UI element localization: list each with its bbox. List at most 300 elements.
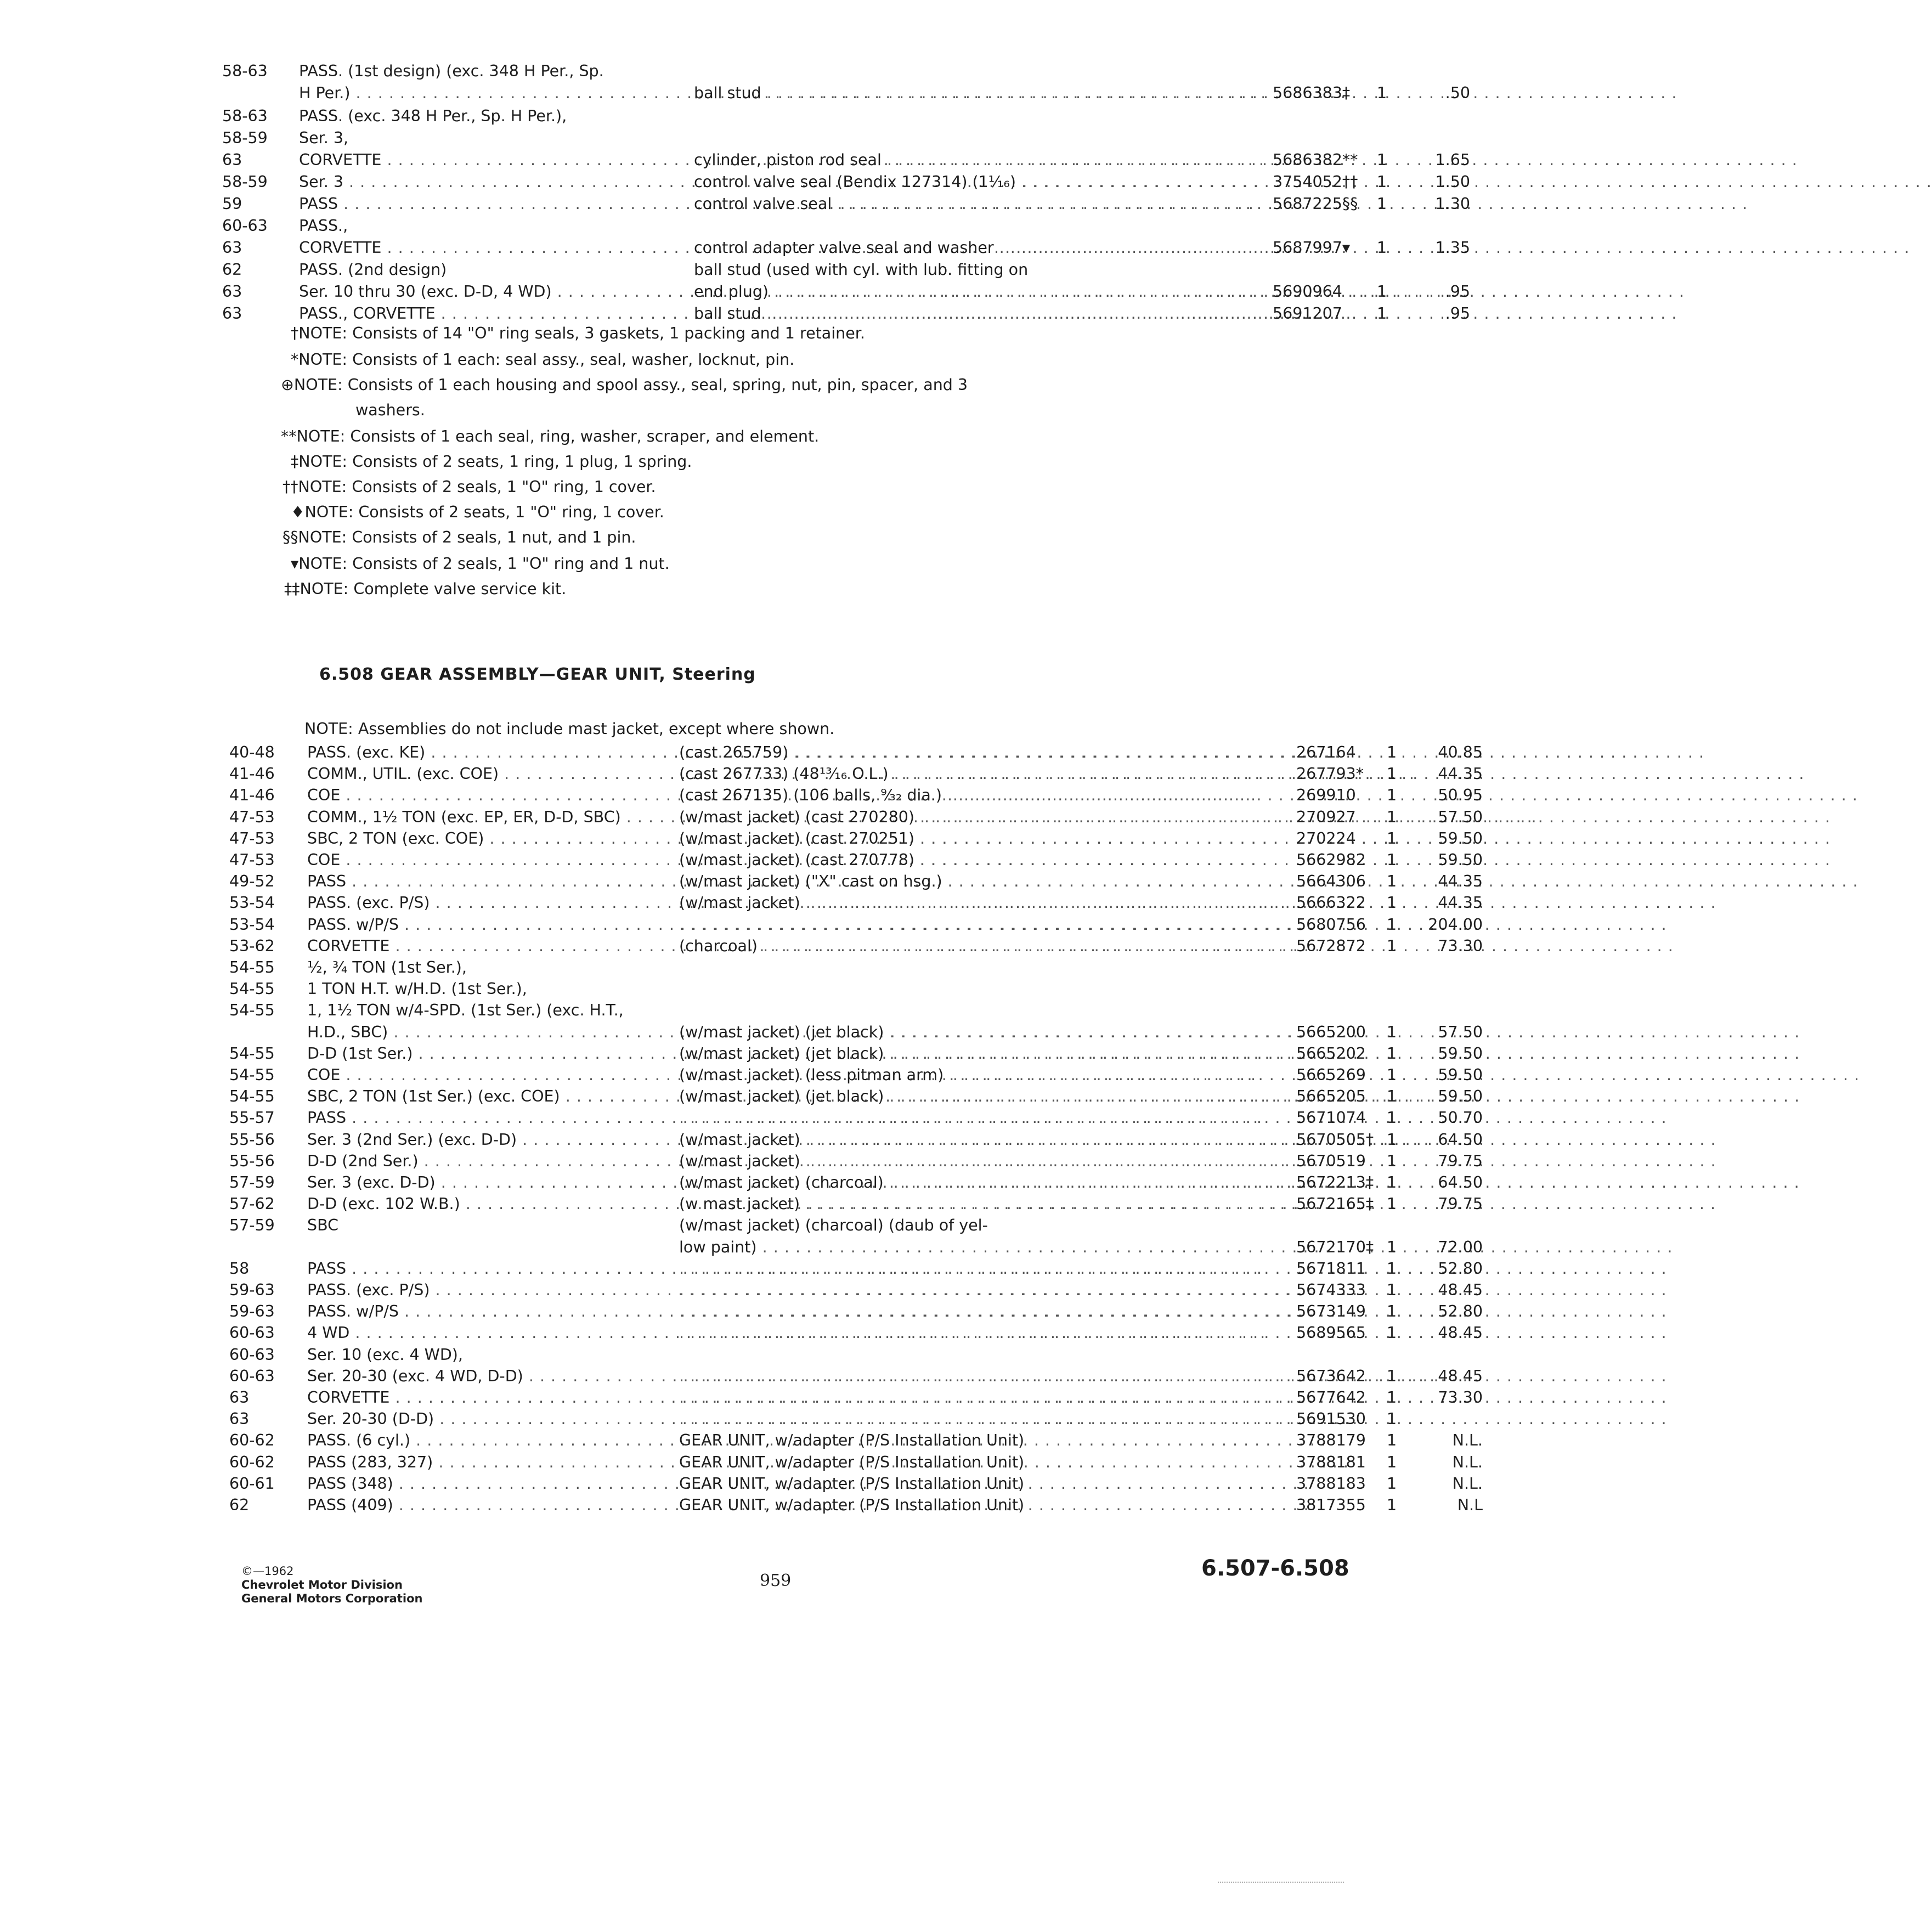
price: 48.45 <box>1438 1281 1483 1299</box>
table-row <box>222 149 1470 171</box>
price: 73.30 <box>1438 936 1483 955</box>
part-number: 5664306 <box>1296 872 1366 891</box>
table-row <box>229 1344 1392 1366</box>
part-number: 5690964 <box>1273 283 1342 301</box>
price: 1.65 <box>1435 151 1470 169</box>
part-number: 5666322 <box>1296 894 1366 912</box>
price: 59.50 <box>1438 1087 1483 1106</box>
year-range: 53-62 <box>229 936 275 955</box>
price: 44.35 <box>1438 872 1483 891</box>
application-desc: PASS . . . <box>307 1107 645 1129</box>
note-line: ‡NOTE: Consists of 2 seats, 1 ring, 1 plug, 1 spring. <box>291 453 692 471</box>
year-range: 53-54 <box>229 915 275 934</box>
part-number: 3754052†† <box>1273 173 1358 191</box>
quantity: 1 <box>1387 829 1397 848</box>
part-detail: (w mast jacket) . . . <box>679 1193 1050 1215</box>
part-number: 5687997▾ <box>1273 239 1351 257</box>
application-desc: 1, 1½ TON w/4-SPD. (1st Ser.) (exc. H.T., <box>307 1001 624 1020</box>
part-detail: (cast 267733) (48¹³⁄₁₆ O.L.) . . . <box>679 763 1050 785</box>
part-number: 5672213‡ <box>1296 1173 1374 1192</box>
part-detail: (w/mast jacket) (jet black) . . . <box>679 1043 1050 1065</box>
note-line: *NOTE: Consists of 1 each: seal assy., seal, washer, locknut, pin. <box>291 351 795 369</box>
part-number: 5673642 <box>1296 1367 1366 1385</box>
part-number: 5665200 <box>1296 1023 1366 1041</box>
application-desc: COE . . . <box>307 1064 645 1086</box>
table-row <box>229 828 1483 850</box>
application-desc: PASS . . . <box>307 871 645 893</box>
year-range: 63 <box>222 304 242 323</box>
note-line: ⊕NOTE: Consists of 1 each housing and spool assy., seal, spring, nut, pin, spacer, and 3 <box>281 376 968 394</box>
quantity: 1 <box>1387 872 1397 891</box>
year-range: 47-53 <box>229 808 275 826</box>
quantity: 1 <box>1377 283 1387 301</box>
price: 59.50 <box>1438 829 1483 848</box>
year-range: 60-63 <box>229 1345 275 1364</box>
table-row <box>229 1193 1483 1215</box>
part-detail: (w/mast jacket) . . . <box>679 892 1050 914</box>
part-number: 267793* <box>1296 765 1364 783</box>
table-row <box>229 1365 1483 1387</box>
price: 48.45 <box>1438 1324 1483 1342</box>
year-range: 41-46 <box>229 765 275 783</box>
application-desc: ½, ¾ TON (1st Ser.), <box>307 958 467 976</box>
table-row <box>229 871 1483 893</box>
price: 52.80 <box>1438 1259 1483 1278</box>
note-line: §§NOTE: Consists of 2 seals, 1 nut, and 1 pin. <box>283 528 636 546</box>
year-range: 60-62 <box>229 1431 275 1450</box>
part-number: 5691207 <box>1273 304 1342 323</box>
part-number: 3817355 <box>1296 1496 1366 1514</box>
quantity: 1 <box>1377 173 1387 191</box>
table-row <box>229 763 1483 785</box>
note-line: ††NOTE: Consists of 2 seals, 1 "O" ring, 1 cover. <box>283 478 656 496</box>
year-range: 63 <box>229 1388 250 1407</box>
year-range: 60-62 <box>229 1453 275 1471</box>
table-row <box>222 127 1385 149</box>
application-desc: D-D (1st Ser.) . . . <box>307 1043 645 1065</box>
table-row <box>229 1301 1483 1323</box>
table-row <box>229 978 1392 1000</box>
year-range: 54-55 <box>229 1044 275 1063</box>
quantity: 1 <box>1387 743 1397 761</box>
quantity: 1 <box>1387 1130 1397 1149</box>
quantity: 1 <box>1387 1066 1397 1084</box>
table-row <box>222 60 1385 82</box>
section-title: 6.508 GEAR ASSEMBLY—GEAR UNIT, Steering <box>319 665 756 684</box>
year-range: 58-59 <box>222 173 268 191</box>
quantity: 1 <box>1387 1151 1397 1170</box>
quantity: 1 <box>1387 1195 1397 1213</box>
leader-dots <box>679 914 1050 936</box>
table-row <box>222 171 1470 193</box>
leader-dots <box>679 1107 1050 1129</box>
application-desc: Ser. 3 (exc. D-D) . . . <box>307 1172 645 1194</box>
application-desc: H.D., SBC) . . . <box>307 1021 645 1043</box>
part-number: 267164 <box>1296 743 1356 761</box>
part-number: 5665269 <box>1296 1066 1366 1084</box>
quantity: 1 <box>1387 1281 1397 1299</box>
table-row <box>229 742 1483 764</box>
application-desc: D-D (2nd Ser.) . . . <box>307 1150 645 1172</box>
quantity: 1 <box>1387 1410 1397 1429</box>
application-desc: Ser. 10 (exc. 4 WD), <box>307 1345 463 1364</box>
price: 57.50 <box>1438 808 1483 826</box>
quantity: 1 <box>1387 1023 1397 1041</box>
part-number: 3788181 <box>1296 1453 1366 1471</box>
table-row <box>229 957 1392 979</box>
leader-dots <box>679 1301 1050 1323</box>
table-row <box>222 193 1470 215</box>
application-desc: PASS. (2nd design) <box>299 261 447 279</box>
application-desc: H Per.) . . . <box>299 82 631 104</box>
year-range: 49-52 <box>229 872 275 891</box>
application-desc: PASS (283, 327) . . . <box>307 1452 645 1473</box>
quantity: 1 <box>1387 1431 1397 1450</box>
part-number: 5670505† <box>1296 1130 1374 1149</box>
part-detail: (w/mast jacket) . . . <box>679 1150 1050 1172</box>
year-range: 60-63 <box>229 1367 275 1385</box>
price: 1.30 <box>1435 195 1470 213</box>
table-row <box>222 281 1470 303</box>
leader-dots <box>679 1387 1050 1409</box>
part-number: 269910 <box>1296 786 1356 805</box>
price: 44.35 <box>1438 765 1483 783</box>
part-number: 5671811 <box>1296 1259 1366 1278</box>
note-line: †NOTE: Consists of 14 "O" ring seals, 3 gaskets, 1 packing and 1 retainer. <box>291 324 865 342</box>
price: 44.35 <box>1438 894 1483 912</box>
price: 79.75 <box>1438 1195 1483 1213</box>
year-range: 57-59 <box>229 1173 275 1192</box>
quantity: 1 <box>1387 915 1397 934</box>
year-range: 54-55 <box>229 980 275 998</box>
table-row <box>229 1408 1397 1430</box>
part-number: 270224 <box>1296 829 1356 848</box>
application-desc: PASS. (6 cyl.) . . . <box>307 1430 645 1452</box>
price: 79.75 <box>1438 1151 1483 1170</box>
table-row <box>229 1430 1483 1452</box>
part-number: 5665205 <box>1296 1087 1366 1106</box>
quantity: 1 <box>1387 1453 1397 1471</box>
quantity: 1 <box>1387 936 1397 955</box>
part-number: 5672872 <box>1296 936 1366 955</box>
table-row <box>229 1129 1483 1151</box>
page-number: 959 <box>760 1571 792 1590</box>
price: N.L <box>1457 1496 1483 1514</box>
application-desc: CORVETTE . . . <box>299 149 631 171</box>
table-row <box>229 1107 1483 1129</box>
application-desc: Ser. 10 thru 30 (exc. D-D, 4 WD) . . . <box>299 281 631 303</box>
year-range: 54-55 <box>229 1001 275 1020</box>
part-number: 5672170‡ <box>1296 1238 1374 1256</box>
year-range: 57-59 <box>229 1216 275 1235</box>
quantity: 1 <box>1387 1474 1397 1493</box>
application-desc: PASS (409) . . . <box>307 1494 645 1516</box>
table-row <box>229 1258 1483 1280</box>
part-number: 5680756 <box>1296 915 1366 934</box>
table-row <box>229 935 1483 957</box>
price: 72.00 <box>1438 1238 1483 1256</box>
table-row <box>229 1236 1483 1258</box>
application-desc: PASS. (exc. P/S) . . . <box>307 1279 645 1301</box>
price: .95 <box>1445 304 1470 323</box>
year-range: 62 <box>222 261 242 279</box>
application-desc: SBC, 2 TON (1st Ser.) (exc. COE) . . . <box>307 1086 645 1108</box>
year-range: 58-63 <box>222 62 268 80</box>
table-row <box>229 1043 1483 1065</box>
quantity: 1 <box>1387 765 1397 783</box>
application-desc: 4 WD . . . <box>307 1322 645 1344</box>
application-desc: PASS . . . <box>299 193 631 215</box>
table-row <box>229 1064 1483 1086</box>
application-desc: CORVETTE . . . <box>307 935 645 957</box>
price: 59.50 <box>1438 851 1483 869</box>
part-number: 5665202 <box>1296 1044 1366 1063</box>
part-detail: control valve seal . . . <box>694 193 1255 215</box>
quantity: 1 <box>1377 84 1387 102</box>
application-desc: PASS (348) . . . <box>307 1473 645 1495</box>
table-row <box>229 1452 1483 1473</box>
part-detail: (w/mast jacket) (charcoal) (daub of yel- <box>679 1216 988 1235</box>
table-row <box>222 82 1470 104</box>
application-desc: CORVETTE . . . <box>299 237 631 259</box>
application-desc: CORVETTE . . . <box>307 1387 645 1409</box>
part-detail: (cast 267135) (106 balls, ⁹⁄₃₂ dia.) . . . <box>679 784 1050 806</box>
table-row <box>229 1172 1483 1194</box>
quantity: 1 <box>1377 151 1387 169</box>
table-row <box>229 892 1483 914</box>
part-detail: control valve seal (Bendix 127314) (1¹⁄₁₆) . . . <box>694 171 1255 193</box>
quantity: 1 <box>1387 894 1397 912</box>
part-detail: (w/mast jacket) . . . <box>679 1129 1050 1151</box>
part-detail: GEAR UNIT, w/adapter (P/S Installation Unit) <box>679 1453 1025 1471</box>
year-range: 53-54 <box>229 894 275 912</box>
table-row <box>222 105 1385 127</box>
year-range: 60-63 <box>229 1324 275 1342</box>
corporation-name: General Motors Corporation <box>241 1592 423 1605</box>
note-line: ▾NOTE: Consists of 2 seals, 1 "O" ring and 1 nut. <box>291 555 670 573</box>
application-desc: Ser. 20-30 (exc. 4 WD, D-D) . . . <box>307 1365 645 1387</box>
part-number: 5671074 <box>1296 1109 1366 1127</box>
table-row <box>229 1473 1483 1495</box>
price: N.L. <box>1452 1453 1483 1471</box>
table-row <box>229 1322 1483 1344</box>
year-range: 40-48 <box>229 743 275 761</box>
price: 73.30 <box>1438 1388 1483 1407</box>
year-range: 47-53 <box>229 851 275 869</box>
leader-dots <box>679 1258 1050 1280</box>
application-desc: COMM., 1½ TON (exc. EP, ER, D-D, SBC) . . . <box>307 806 645 828</box>
price: 52.80 <box>1438 1302 1483 1321</box>
application-desc: Ser. 20-30 (D-D) . . . <box>307 1408 645 1430</box>
year-range: 59-63 <box>229 1302 275 1321</box>
section-note: NOTE: Assemblies do not include mast jacket, except where shown. <box>304 720 835 738</box>
year-range: 47-53 <box>229 829 275 848</box>
part-detail: (w/mast jacket) (charcoal) . . . <box>679 1172 1050 1194</box>
price: 1.50 <box>1435 173 1470 191</box>
part-detail: control adapter valve seal and washer . . . <box>694 237 1255 259</box>
copyright: ©—1962 <box>241 1565 294 1578</box>
year-range: 58 <box>229 1259 250 1278</box>
application-desc: Ser. 3 . . . <box>299 171 631 193</box>
part-number: 5689565 <box>1296 1324 1366 1342</box>
year-range: 59 <box>222 195 242 213</box>
year-range: 54-55 <box>229 1066 275 1084</box>
quantity: 1 <box>1387 1259 1397 1278</box>
part-detail: (w/mast jacket) (jet black) . . . <box>679 1086 1050 1108</box>
note-line: ♦NOTE: Consists of 2 seats, 1 "O" ring, 1 cover. <box>291 503 664 521</box>
quantity: 1 <box>1387 1367 1397 1385</box>
part-detail: GEAR UNIT, w/adapter (P/S Installation Unit) <box>679 1474 1025 1493</box>
part-detail: (w/mast jacket) (less pitman arm) . . . <box>679 1064 1050 1086</box>
table-row <box>229 1000 1392 1021</box>
quantity: 1 <box>1387 1324 1397 1342</box>
table-row <box>222 259 1385 281</box>
part-detail: (charcoal) . . . <box>679 935 1050 957</box>
quantity: 1 <box>1377 239 1387 257</box>
table-row <box>229 784 1483 806</box>
quantity: 1 <box>1387 851 1397 869</box>
note-line: washers. <box>355 401 425 419</box>
price: 50.95 <box>1438 786 1483 805</box>
application-desc: COE . . . <box>307 784 645 806</box>
footer-credit <box>241 1565 422 1606</box>
part-detail: (cast 265759) . . . <box>679 742 1050 764</box>
application-desc: Ser. 3 (2nd Ser.) (exc. D-D) . . . <box>307 1129 645 1151</box>
price: 50.70 <box>1438 1109 1483 1127</box>
quantity: 1 <box>1387 1109 1397 1127</box>
application-desc: PASS. (exc. 348 H Per., Sp. H Per.), <box>299 107 567 125</box>
table-row <box>229 806 1483 828</box>
year-range: 55-57 <box>229 1109 275 1127</box>
quantity: 1 <box>1377 195 1387 213</box>
part-detail: end plug) . . . <box>694 281 1255 303</box>
quantity: 1 <box>1387 786 1397 805</box>
price: .50 <box>1445 84 1470 102</box>
application-desc: PASS. w/P/S . . . <box>307 914 645 936</box>
application-desc: PASS. (1st design) (exc. 348 H Per., Sp. <box>299 62 604 80</box>
quantity: 1 <box>1387 808 1397 826</box>
year-range: 58-63 <box>222 107 268 125</box>
application-desc: SBC, 2 TON (exc. COE) . . . <box>307 828 645 850</box>
part-number: 5674333 <box>1296 1281 1366 1299</box>
year-range: 58-59 <box>222 129 268 147</box>
application-desc: PASS., <box>299 217 348 235</box>
part-detail: ball stud (used with cyl. with lub. fitting on <box>694 261 1029 279</box>
part-detail: GEAR UNIT, w/adapter (P/S Installation Unit) <box>679 1496 1025 1514</box>
application-desc: PASS., CORVETTE . . . <box>299 303 631 325</box>
quantity: 1 <box>1387 1238 1397 1256</box>
note-line: **NOTE: Consists of 1 each seal, ring, washer, scraper, and element. <box>281 427 820 445</box>
table-row <box>229 1279 1483 1301</box>
section-id: 6.507-6.508 <box>1201 1556 1349 1581</box>
table-row <box>229 1150 1483 1172</box>
part-detail: cylinder, piston rod seal . . . <box>694 149 1255 171</box>
application-desc: SBC <box>307 1216 339 1235</box>
leader-dots <box>679 1279 1050 1301</box>
application-desc: COMM., UTIL. (exc. COE) . . . <box>307 763 645 785</box>
application-desc: Ser. 3, <box>299 129 349 147</box>
application-desc: D-D (exc. 102 W.B.) . . . <box>307 1193 645 1215</box>
application-desc: COE . . . <box>307 849 645 871</box>
part-detail: (w/mast jacket) ("X" cast on hsg.) . . . <box>679 871 1050 893</box>
leader-dots <box>679 1408 1050 1430</box>
note-line: ‡‡NOTE: Complete valve service kit. <box>284 580 567 598</box>
year-range: 54-55 <box>229 958 275 976</box>
year-range: 63 <box>222 239 242 257</box>
quantity: 1 <box>1377 304 1387 323</box>
table-row <box>229 1086 1483 1108</box>
part-number: 5687225§§ <box>1273 195 1358 213</box>
part-number: 5686382** <box>1273 151 1358 169</box>
part-number: 3788179 <box>1296 1431 1366 1450</box>
part-detail: ball stud . . . <box>694 82 1255 104</box>
year-range: 63 <box>222 283 242 301</box>
part-detail: (w/mast jacket) (jet black) . . . <box>679 1021 1050 1043</box>
year-range: 55-56 <box>229 1130 275 1149</box>
part-detail: (w/mast jacket) (cast 270251) . . . <box>679 828 1050 850</box>
part-number: 5673149 <box>1296 1302 1366 1321</box>
quantity: 1 <box>1387 1496 1397 1514</box>
price: 64.50 <box>1438 1130 1483 1149</box>
quantity: 1 <box>1387 1388 1397 1407</box>
price: 59.50 <box>1438 1066 1483 1084</box>
quantity: 1 <box>1387 1087 1397 1106</box>
year-range: 57-62 <box>229 1195 275 1213</box>
leader-dots <box>679 1322 1050 1344</box>
price: .95 <box>1445 283 1470 301</box>
price: 48.45 <box>1438 1367 1483 1385</box>
price: 204.00 <box>1428 915 1483 934</box>
table-row <box>229 1387 1483 1409</box>
part-detail: GEAR UNIT, w/adapter (P/S Installation Unit) <box>679 1431 1025 1450</box>
leader-dots <box>679 1365 1050 1387</box>
part-number: 5677642 <box>1296 1388 1366 1407</box>
year-range: 63 <box>229 1410 250 1429</box>
year-range: 62 <box>229 1496 250 1514</box>
table-row <box>229 1494 1483 1516</box>
price: 1.35 <box>1435 239 1470 257</box>
part-detail: (w/mast jacket) (cast 270280) . . . <box>679 806 1050 828</box>
year-range: 41-46 <box>229 786 275 805</box>
year-range: 54-55 <box>229 1087 275 1106</box>
table-row <box>222 303 1470 325</box>
application-desc: PASS. (exc. KE) . . . <box>307 742 645 764</box>
table-row <box>229 849 1483 871</box>
table-row <box>229 1215 1392 1236</box>
part-number: 3788183 <box>1296 1474 1366 1493</box>
price: N.L. <box>1452 1431 1483 1450</box>
part-number: 270927 <box>1296 808 1356 826</box>
price: 59.50 <box>1438 1044 1483 1063</box>
part-detail: low paint) . . . <box>679 1236 1050 1258</box>
price: 64.50 <box>1438 1173 1483 1192</box>
scan-smudge <box>1218 1882 1344 1885</box>
year-range: 60-61 <box>229 1474 275 1493</box>
part-number: 5662982 <box>1296 851 1366 869</box>
year-range: 60-63 <box>222 217 268 235</box>
price: 57.50 <box>1438 1023 1483 1041</box>
price: 40.85 <box>1438 743 1483 761</box>
part-number: 5691530 <box>1296 1410 1366 1429</box>
part-number: 5686383‡ <box>1273 84 1351 102</box>
part-number: 5672165‡ <box>1296 1195 1374 1213</box>
year-range: 63 <box>222 151 242 169</box>
application-desc: PASS. (exc. P/S) . . . <box>307 892 645 914</box>
application-desc: PASS . . . <box>307 1258 645 1280</box>
application-desc: 1 TON H.T. w/H.D. (1st Ser.), <box>307 980 527 998</box>
year-range: 55-56 <box>229 1151 275 1170</box>
quantity: 1 <box>1387 1173 1397 1192</box>
